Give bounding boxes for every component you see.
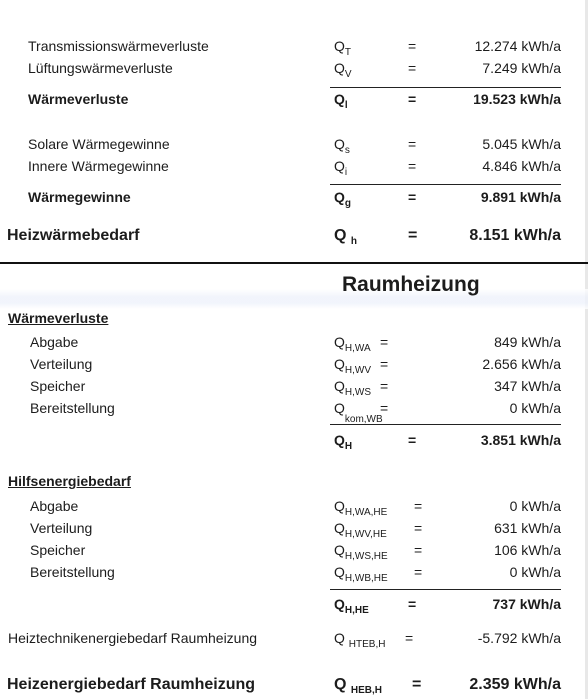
row-symbol: $Q_{H,WV,HE}$ [334,520,387,540]
row-equals: = [408,189,417,205]
row-symbol: $Q_g$ [334,189,351,209]
row-value: 9.891 kWh/a [480,189,561,205]
row-symbol: Q $_{HTEB,H}$ [334,630,386,650]
row-equals: = [412,676,422,693]
row-symbol: $Q_{H,WA,HE}$ [334,498,388,518]
section-divider [0,262,588,264]
row-lueftung [0,60,588,80]
row-label: Transmissionswärmeverluste [28,38,209,54]
row-label: Innere Wärmegewinne [28,158,169,174]
row-value: 19.523 kWh/a [473,91,561,107]
divider [330,589,561,590]
row-label: Bereitstellung [30,400,115,416]
row-verteilung [0,356,588,376]
row-label: Speicher [30,378,86,394]
row-value: 0 kWh/a [509,400,561,416]
row-label: Heizwärmebedarf [7,227,140,244]
row-transmission [0,38,588,58]
row-symbol: $Q_{kom,WB}$ [334,400,383,425]
row-value: 0 kWh/a [509,564,561,580]
row-value: 106 kWh/a [494,542,561,558]
row-label: Verteilung [30,356,93,372]
row-aux-total [0,596,588,616]
row-label: Wärmegewinne [28,189,131,205]
section-title: Raumheizung [342,273,480,296]
row-symbol: Q $_h$ [334,227,358,247]
row-abgabe [0,334,588,354]
row-equals: = [408,432,417,448]
row-value: 3.851 kWh/a [480,432,561,448]
row-equals: = [414,520,423,536]
row-losses-total [0,432,588,452]
row-value: 4.846 kWh/a [482,158,561,174]
row-value: 7.249 kWh/a [482,60,561,76]
divider [330,424,561,425]
row-equals: = [408,227,418,244]
row-value: 12.274 kWh/a [474,38,561,54]
row-label: Wärmeverluste [28,91,129,107]
row-symbol: $Q_V$ [334,60,352,80]
row-value: 8.151 kWh/a [469,227,561,244]
divider [330,184,561,185]
row-bereitstellung-he [0,564,588,584]
row-equals: = [414,498,423,514]
divider [330,87,561,88]
row-abgabe-he [0,498,588,518]
row-symbol: $Q_{H,WA}$ [334,334,371,354]
row-waermeverluste-total [0,91,588,111]
row-innere-gewinne [0,158,588,178]
row-value: 5.045 kWh/a [482,136,561,152]
row-label: Lüftungswärmeverluste [28,60,173,76]
row-equals: = [380,356,389,372]
row-label: Abgabe [30,334,79,350]
row-equals: = [408,91,417,107]
row-symbol: $Q_{H,WS,HE}$ [334,542,388,562]
row-equals: = [380,400,389,416]
row-symbol: $Q_s$ [334,136,350,156]
row-label: Verteilung [30,520,93,536]
row-bereitstellung [0,400,588,425]
row-label: Solare Wärmegewinne [28,136,170,152]
row-solare-gewinne [0,136,588,156]
row-equals: = [408,38,417,54]
row-equals: = [408,136,417,152]
subsection-header-aux: Hilfsenergiebedarf [8,473,131,489]
scan-band [0,289,588,309]
row-value: 2.656 kWh/a [482,356,561,372]
row-equals: = [414,542,423,558]
row-heizwaermebedarf [0,227,588,247]
row-heiztechnik [0,630,588,650]
row-equals: = [408,60,417,76]
row-value: 347 kWh/a [494,378,561,394]
row-symbol: $Q_{H,WB,HE}$ [334,564,388,584]
row-heizenergiebedarf [0,676,588,696]
row-speicher-he [0,542,588,562]
subsection-header-losses: Wärmeverluste [8,310,109,326]
row-equals: = [414,564,423,580]
row-label: Heiztechnikenergiebedarf Raumheizung [8,630,258,646]
row-label: Bereitstellung [30,564,115,580]
row-equals: = [405,630,414,646]
row-symbol: Q $_{HEB,H}$ [334,676,383,696]
row-label: Speicher [30,542,86,558]
row-label: Abgabe [30,498,79,514]
row-symbol: $Q_l$ [334,91,348,111]
row-symbol: $Q_{H,WS}$ [334,378,371,398]
row-equals: = [408,596,417,612]
row-symbol: $Q_{H,HE}$ [334,596,369,616]
row-symbol: $Q_T$ [334,38,351,58]
row-waermegewinne-total [0,189,588,209]
row-equals: = [380,334,389,350]
row-verteilung-he [0,520,588,540]
row-value: 849 kWh/a [494,334,561,350]
row-symbol: $Q_{H,WV}$ [334,356,371,376]
row-equals: = [380,378,389,394]
row-value: -5.792 kWh/a [477,630,561,646]
row-label: Heizenergiebedarf Raumheizung [7,676,256,693]
row-speicher [0,378,588,398]
row-value: 0 kWh/a [509,498,561,514]
row-value: 631 kWh/a [494,520,561,536]
row-value: 2.359 kWh/a [469,676,561,693]
row-equals: = [408,158,417,174]
row-value: 737 kWh/a [492,596,561,612]
row-symbol: $Q_i$ [334,158,348,178]
row-symbol: $Q_H$ [334,432,353,452]
